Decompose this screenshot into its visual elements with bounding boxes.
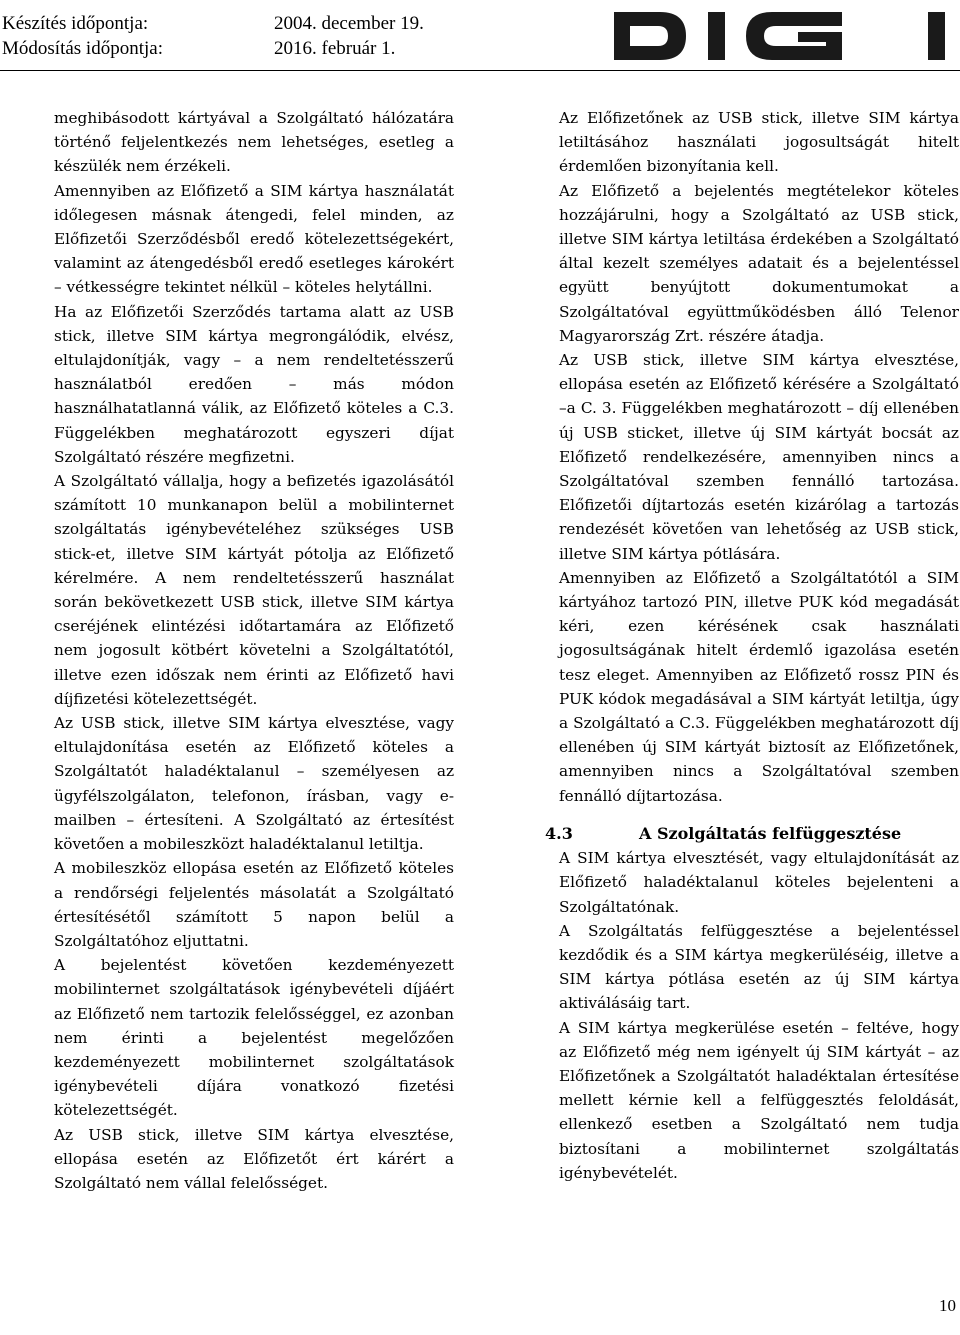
paragraph: A SIM kártya elvesztését, vagy eltulajdonítását az Előfizető haladéktalanul köteles bejelenteni a Szolgáltatónak. (559, 849, 959, 916)
paragraph: Az Előfizetőnek az USB stick, illetve SIM kártya letiltásához használati jogosultságát hitelt érdemlően bizonyítania kell. (559, 109, 959, 176)
paragraph: Az Előfizető a bejelentés megtételekor köteles hozzájárulni, hogy a Szolgáltató az USB stick, illetve SIM kártya letiltása érdekében a Szolgáltató által kezelt személyes adatait és a bejelentéssel együtt benyújtott dokumentumokat a Szolgáltatóval együttműködésben álló Telenor Magyarország Zrt. részére átadja. (559, 181, 959, 345)
modified-row (2, 37, 395, 61)
page-number: 10 (939, 1296, 956, 1315)
left-column (54, 106, 454, 1195)
paragraph: meghibásodott kártyával a Szolgáltató hálózatára történő feljelentkezés nem lehetséges, esetleg a készülék nem érzékeli. (54, 109, 454, 176)
created-value: 2004. december 19. (274, 13, 424, 34)
paragraph: Amennyiben az Előfizető a SIM kártya használatát időlegesen másnak átengedi, felel minden, az Előfizetői Szerződésből eredő kötelezettségekért, valamint az átengedésből eredő esetleges károkért – vétkességre tekintet nélkül – köteles helytállni. (54, 181, 454, 297)
paragraph: Amennyiben az Előfizető a Szolgáltatótól a SIM kártyához tartozó PIN, illetve PUK kód megadását kéri, ezen kérésének csak használati jogosultságának hitelt érdemlő igazolása esetén tesz eleget. Amennyiben az Előfizető rossz PIN és PUK kódok megadásával a SIM kártyát letiltja, úgy a Szolgáltató a C.3. Függelékben meghatározott díj ellenében új SIM kártyát biztosít az Előfizetőnek, amennyiben nincs a Szolgáltatóval szemben fennálló díjtartozása. (559, 568, 959, 805)
page-header (0, 8, 960, 68)
modified-label: Módosítás időpontja: (2, 38, 163, 59)
created-label: Készítés időpontja: (2, 13, 149, 34)
right-column (545, 106, 959, 1185)
digi-logo (612, 10, 948, 62)
paragraph: Ha az Előfizetői Szerződés tartama alatt az USB stick, illetve SIM kártya megrongálódik, elvész, eltulajdonítják, vagy – a nem rendeltetésszerű használatból eredően – más módon használhatatlanná válik, az Előfizető köteles a C.3. Függelékben meghatározott egyszeri díjat Szolgáltató részére megfizetni. (54, 302, 454, 466)
paragraph: Az USB stick, illetve SIM kártya elvesztése, ellopása esetén az Előfizető kérésére a Szolgáltató –a C. 3. Függelékben meghatározott – díj ellenében új USB sticket, illetve új SIM kártyát bocsát az Előfizető rendelkezésére, amennyiben nincs a Szolgáltatóval szemben fennálló tartozása. Előfizetői díjtartozás esetén kizárólag a tartozás rendezését követően van lehetőség az USB stick, illetve SIM kártya pótlására. (559, 351, 959, 563)
paragraph: A Szolgáltató vállalja, hogy a befizetés igazolásától számított 10 munkanapon belül a mobilinternet szolgáltatás igénybevételéhez szükséges USB stick-et, illetve SIM kártyát pótolja az Előfizető kérelmére. A nem rendeltetésszerű használat során bekövetkezett USB stick, illetve SIM kártya cseréjének elintézési időtartamára az Előfizető nem jogosult kötbért követelni a Szolgáltatótól, illetve ezen időszak nem érinti az Előfizető havi díjfizetési kötelezettségét. (54, 472, 454, 708)
created-row (2, 12, 424, 36)
paragraph: A Szolgáltatás felfüggesztése a bejelentéssel kezdődik és a SIM kártya megkerüléséig, illetve a SIM kártya pótlása esetén az új SIM kártya aktiválásáig tart. (559, 921, 959, 1013)
paragraph: A mobileszköz ellopása esetén az Előfizető köteles a rendőrségi feljelentés másolatát a Szolgáltató értesítésétől számított 5 napon belül a Szolgáltatóhoz eljuttatni. (54, 859, 454, 950)
section-heading (545, 822, 945, 846)
modified-value: 2016. február 1. (274, 38, 396, 59)
section-number: 4.3 (545, 823, 573, 843)
section-title: A Szolgáltatás felfüggesztése (639, 823, 902, 843)
paragraph: Az USB stick, illetve SIM kártya elvesztése, vagy eltulajdonítása esetén az Előfizető köteles a Szolgáltatót haladéktalanul – személyesen az ügyfélszolgálaton, telefonon, írásban, vagy e-mailben – értesíteni. A Szolgáltató az értesítést követően a mobileszközt haladéktalanul letiltja. (54, 714, 454, 854)
paragraph: A SIM kártya megkerülése esetén – feltéve, hogy az Előfizető még nem igényelt új SIM kártyát – az Előfizetőnek a Szolgáltatót haladéktalan értesítése mellett kérnie kell a felfüggesztés feloldását, ellenkező esetben a Szolgáltató nem tudja biztosítani a mobilinternet szolgáltatás igénybevételét. (559, 1018, 959, 1182)
paragraph: Az USB stick, illetve SIM kártya elvesztése, ellopása esetén az Előfizetőt ért kárért a Szolgáltató nem vállal felelősséget. (54, 1125, 454, 1192)
paragraph: A bejelentést követően kezdeményezett mobilinternet szolgáltatások igénybevételi díjáért az Előfizető nem tartozik felelősséggel, ez azonban nem érinti a bejelentést megelőzően kezdeményezett mobilinternet szolgáltatások igénybevételi díjára vonatkozó fizetési kötelezettségét. (54, 956, 454, 1120)
header-rule (0, 70, 960, 71)
